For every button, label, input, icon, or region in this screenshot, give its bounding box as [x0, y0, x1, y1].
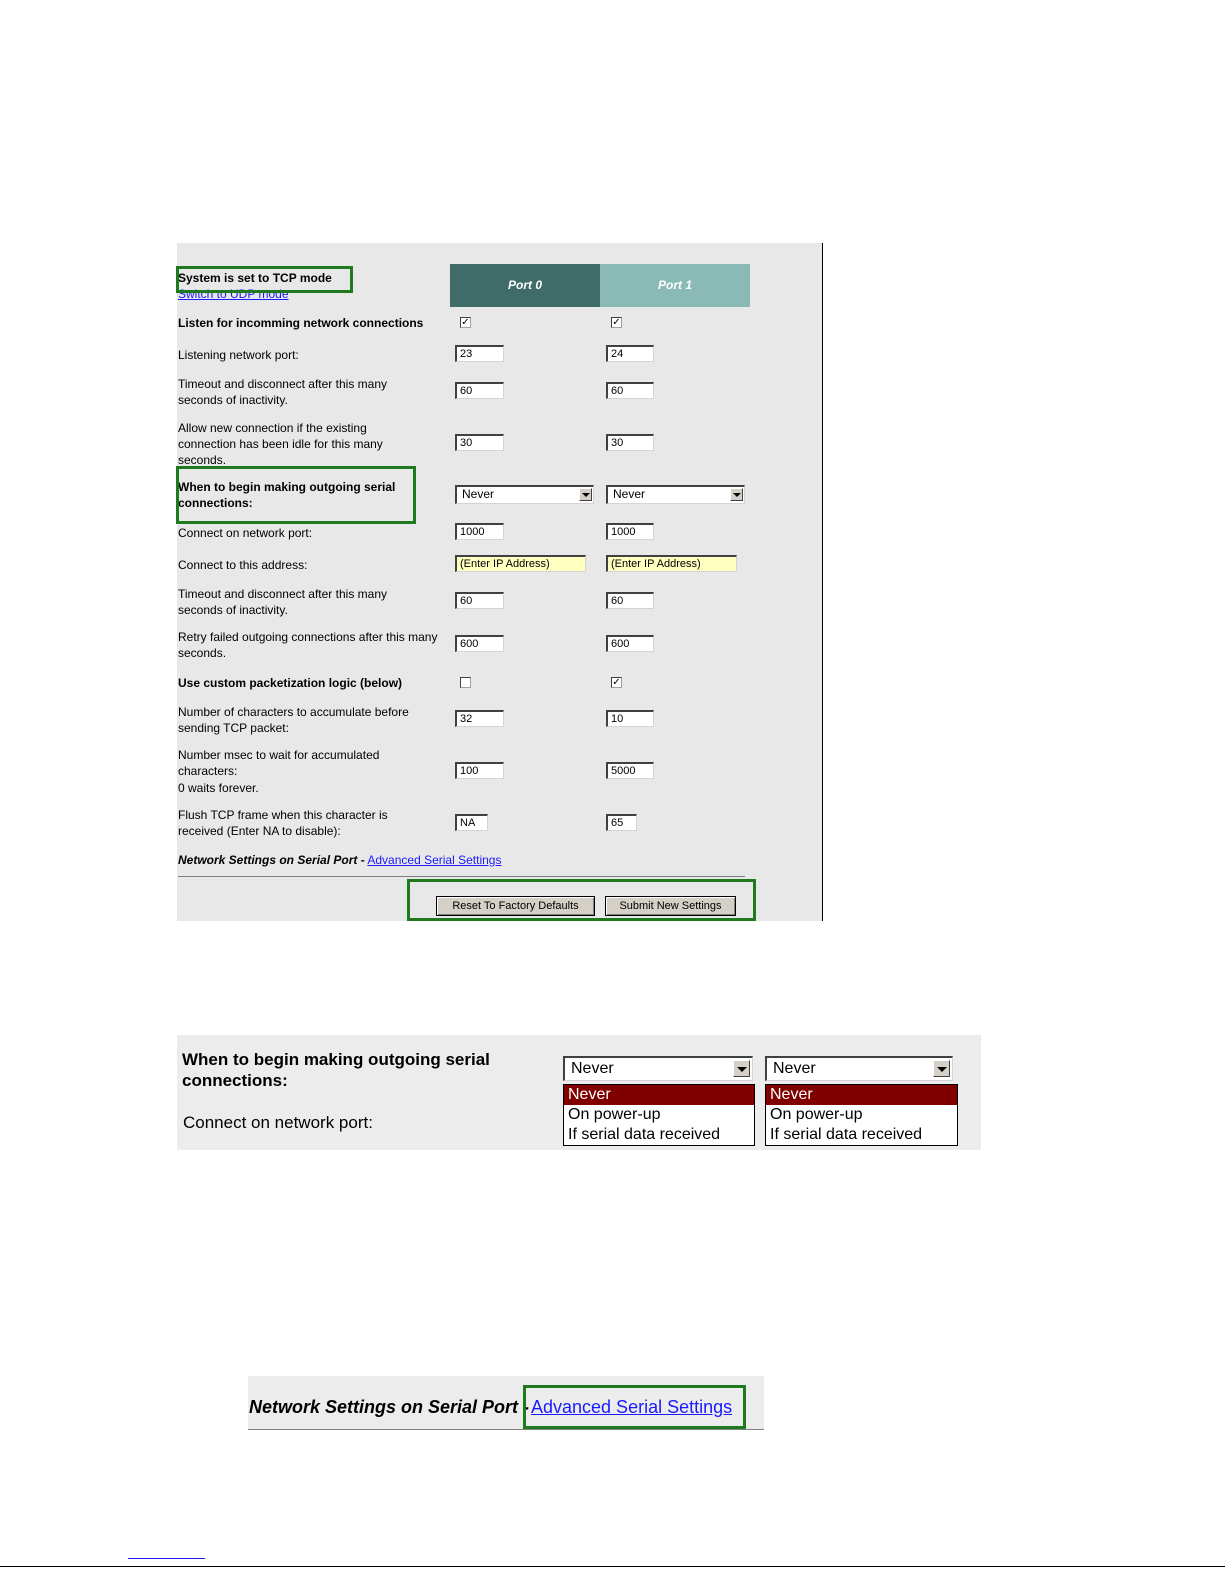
zoom-options-list-port1	[765, 1084, 958, 1146]
connect-port-port1[interactable]: 1000	[606, 523, 654, 540]
outgoing-when-value-port1: Never	[613, 487, 646, 501]
link-zoom-divider	[248, 1429, 764, 1430]
flush-label: Flush TCP frame when this character is received (Enter NA to disable):	[178, 808, 388, 838]
connect-port-label: Connect on network port:	[178, 526, 313, 540]
chevron-down-icon[interactable]	[933, 1060, 950, 1077]
advanced-serial-link[interactable]: Advanced Serial Settings	[367, 853, 502, 867]
flush-port1[interactable]: 65	[606, 814, 637, 831]
listen-checkbox-port0[interactable]: ✓	[461, 317, 470, 328]
option-on-power-up[interactable]: On power-up	[568, 1106, 661, 1123]
allow-new-port1[interactable]: 30	[606, 434, 654, 451]
port0-header: Port 0	[450, 264, 600, 307]
submit-settings-button[interactable]: Submit New Settings	[605, 896, 736, 916]
outgoing-when-select-port1[interactable]	[606, 485, 745, 504]
chevron-down-icon[interactable]	[730, 488, 743, 501]
zoom-connect-port-label: Connect on network port:	[183, 1113, 373, 1132]
zoom-select-value-port0: Never	[571, 1060, 614, 1077]
option-if-serial-data[interactable]: If serial data received	[568, 1126, 721, 1143]
listen-port-label: Listening network port:	[178, 348, 299, 362]
connect-addr-port1[interactable]: (Enter IP Address)	[606, 555, 737, 572]
listen-timeout-port0[interactable]: 60	[455, 382, 504, 399]
network-settings-label: Network Settings on Serial Port -	[178, 853, 365, 867]
listen-timeout-port1[interactable]: 60	[606, 382, 654, 399]
outgoing-when-label: When to begin making outgoing serial connections:	[178, 480, 396, 510]
custom-pkt-label: Use custom packetization logic (below)	[178, 676, 403, 690]
footnote-rule	[128, 1558, 205, 1559]
out-timeout-label: Timeout and disconnect after this many seconds of inactivity.	[178, 587, 387, 617]
connect-addr-label: Connect to this address:	[178, 558, 308, 572]
outgoing-when-value-port0: Never	[462, 487, 495, 501]
mode-status: System is set to TCP mode	[178, 271, 332, 285]
listen-label: Listen for incomming network connections	[178, 316, 424, 330]
custom-pkt-checkbox-port0[interactable]	[460, 677, 471, 688]
listen-checkbox-port1[interactable]: ✓	[612, 317, 621, 328]
highlight-box-outgoing	[176, 466, 416, 524]
footer-divider	[178, 876, 745, 877]
option-on-power-up[interactable]: On power-up	[770, 1106, 863, 1123]
zoom-network-settings-label: Network Settings on Serial Port -	[249, 1397, 530, 1417]
listen-port-port1[interactable]: 24	[606, 345, 654, 362]
wait-msec-label-line2: 0 waits forever.	[178, 781, 259, 795]
reset-defaults-button[interactable]: Reset To Factory Defaults	[436, 896, 595, 916]
connect-addr-port0[interactable]: (Enter IP Address)	[455, 555, 586, 572]
option-if-serial-data[interactable]: If serial data received	[770, 1126, 923, 1143]
wait-msec-label: Number msec to wait for accumulated characters:	[178, 748, 380, 778]
zoom-advanced-link-text[interactable]: Advanced Serial Settings	[531, 1397, 733, 1417]
page-footer-rule	[0, 1566, 1225, 1567]
highlight-box-mode	[176, 266, 353, 293]
chevron-down-icon[interactable]	[733, 1060, 750, 1077]
connect-port-port0[interactable]: 1000	[455, 523, 504, 540]
highlight-box-link	[523, 1385, 746, 1429]
retry-label: Retry failed outgoing connections after this many seconds.	[178, 630, 438, 660]
port1-header: Port 1	[600, 264, 750, 307]
outgoing-when-select-port0[interactable]	[455, 485, 594, 504]
allow-new-label: Allow new connection if the existing connection has been idle for this many seconds.	[178, 421, 383, 467]
zoom-select-value-port1: Never	[773, 1060, 816, 1077]
option-never[interactable]: Never	[564, 1085, 754, 1105]
zoom-select-port0[interactable]	[563, 1056, 753, 1081]
retry-port0[interactable]: 600	[455, 635, 504, 652]
num-chars-label: Number of characters to accumulate before sending TCP packet:	[178, 705, 409, 735]
option-never[interactable]: Never	[766, 1085, 957, 1105]
zoom-outgoing-label: When to begin making outgoing serial connections:	[182, 1050, 490, 1090]
network-settings-line	[178, 852, 501, 868]
num-chars-port0[interactable]: 32	[455, 710, 504, 727]
switch-mode-link-text[interactable]: Switch to UDP mode	[178, 287, 289, 301]
num-chars-port1[interactable]: 10	[606, 710, 654, 727]
zoom-options-list-port0	[563, 1084, 755, 1146]
wait-msec-port1[interactable]: 5000	[606, 762, 654, 779]
allow-new-port0[interactable]: 30	[455, 434, 504, 451]
panel-right-border	[822, 243, 823, 921]
chevron-down-icon[interactable]	[579, 488, 592, 501]
flush-port0[interactable]: NA	[455, 814, 488, 831]
wait-msec-port0[interactable]: 100	[455, 762, 504, 779]
listen-port-port0[interactable]: 23	[455, 345, 504, 362]
listen-timeout-label: Timeout and disconnect after this many seconds of inactivity.	[178, 377, 387, 407]
zoom-select-port1[interactable]	[765, 1056, 953, 1081]
out-timeout-port0[interactable]: 60	[455, 592, 504, 609]
custom-pkt-checkbox-port1[interactable]: ✓	[612, 677, 621, 688]
retry-port1[interactable]: 600	[606, 635, 654, 652]
out-timeout-port1[interactable]: 60	[606, 592, 654, 609]
